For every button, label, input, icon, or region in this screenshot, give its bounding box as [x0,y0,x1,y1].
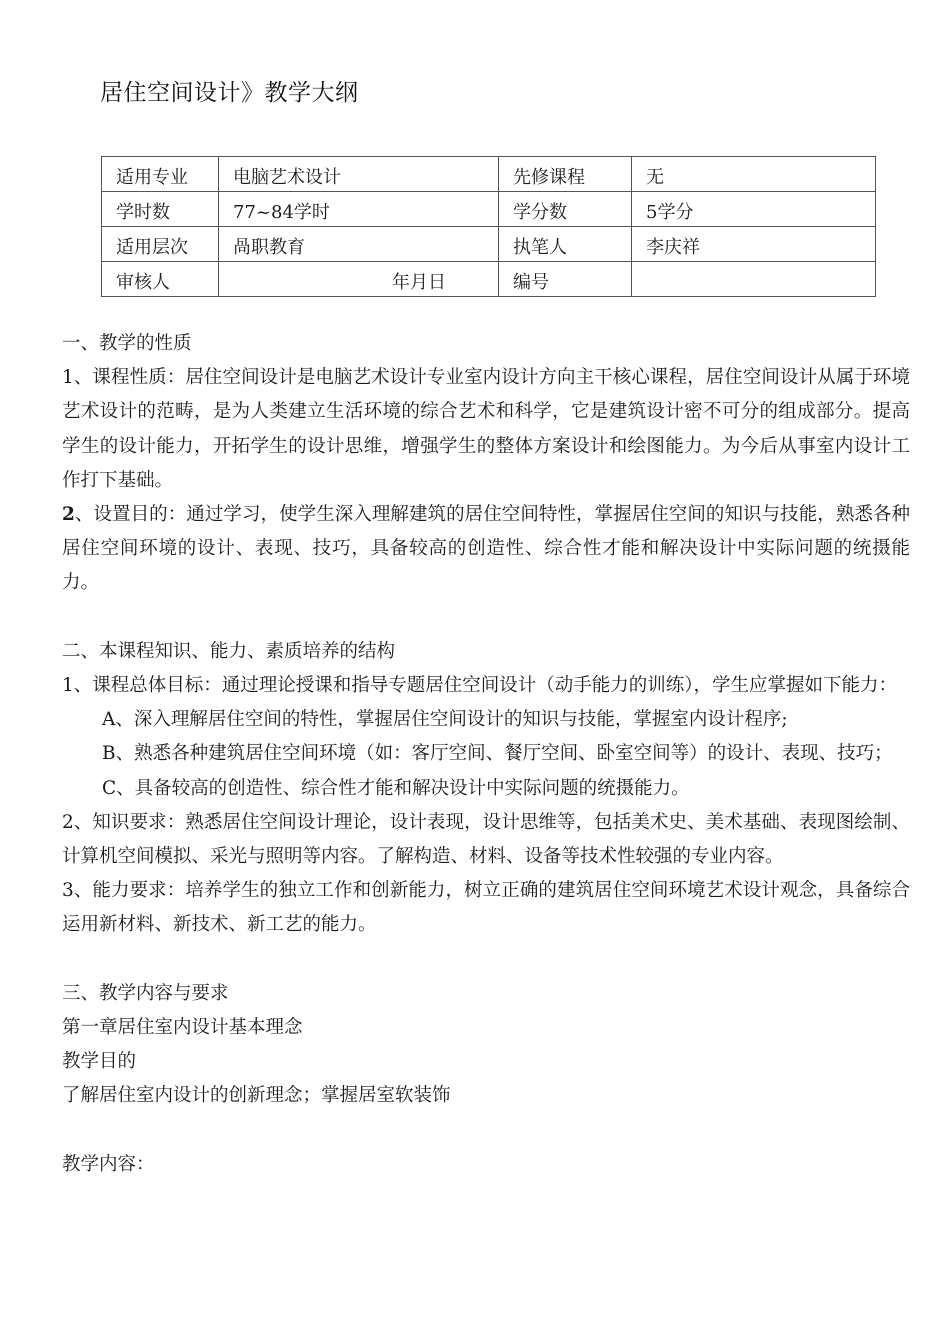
paragraph: 1、课程性质：居住空间设计是电脑艺术设计专业室内设计方向主干核心课程，居住空间设计从属于环境艺术设计的范畴，是为人类建立生活环境的综合艺术和科学，它是建筑设计密不可分的组成部分。提高学生的设计能力，开拓学生的设计思维，增强学生的整体方案设计和绘图能力。为今后从事室内设计工作打下基础。 [62,367,910,491]
paragraph: 2、知识要求：熟悉居住空间设计理论，设计表现，设计思维等，包括美术史、美术基础、表现图绘制、计算机空间模拟、采光与照明等内容。了解构造、材料、设备等技术性较强的专业内容。 [62,811,910,868]
table-cell: 77~84学时 [219,192,499,227]
course-info-table [101,156,876,297]
table-cell: 适用专业 [102,157,219,192]
table-cell [632,262,876,297]
table-cell: 学时数 [102,192,219,227]
paragraph [62,498,910,601]
list-item: A、深入理解居住空间的特性，掌握居住空间设计的知识与技能，掌握室内设计程序; [102,709,788,731]
document-body [62,327,910,1182]
review-date-cell: 年月日 [219,262,499,297]
table-cell: 执笔人 [499,227,632,262]
subheading: 教学目的 [62,1051,137,1073]
list-item [62,737,910,771]
section-heading: 三、教学内容与要求 [62,982,229,1004]
paragraph-number: 2 [62,504,75,526]
table-cell: 适用层次 [102,227,219,262]
table-cell: 编号 [499,262,632,297]
paragraph: 了解居住室内设计的创新理念；掌握居室软装饰 [62,1085,451,1107]
table-row [102,192,876,227]
section-heading: 二、本课程知识、能力、素质培养的结构 [62,640,396,662]
subheading: 教学内容： [62,1153,155,1175]
spacer [62,1114,910,1148]
paragraph: 3、能力要求：培养学生的独立工作和创新能力，树立正确的建筑居住空间环境艺术设计观念，具备综合运用新材料、新技术、新工艺的能力。 [62,880,910,936]
table-cell: 咼职教育 [219,227,499,262]
spacer [62,601,910,635]
document-title: 居住空间设计》教学大纲 [100,80,359,106]
table-cell: 无 [632,157,876,192]
table-cell: 李庆祥 [632,227,876,262]
chapter-title: 第一章居住室内设计基本理念 [62,1017,303,1039]
paragraph: 1、课程总体目标：通过理论授课和指导专题居住空间设计（动手能力的训练），学生应掌握如下能力： [62,675,898,697]
table-row [102,227,876,262]
table-cell: 学分数 [499,192,632,227]
table-row [102,262,876,297]
spacer [62,943,910,977]
table-cell: 电脑艺术设计 [219,157,499,192]
list-item: C、具备较高的创造性、综合性才能和解决设计中实际问题的统摄能力。 [102,777,690,799]
table-row [102,157,876,192]
paragraph-text: 、设置目的：通过学习，使学生深入理解建筑的居住空间特性，掌握居住空间的知识与技能，熟悉各种居住空间环境的设计、表现、技巧，具备较高的创造性、综合性才能和解决设计中实际问题的统摄能力。 [62,504,910,594]
table-cell: 5学分 [632,192,876,227]
table-cell: 先修课程 [499,157,632,192]
table-cell: 审核人 [102,262,219,297]
list-item-text: B、熟悉各种建筑居住空间环境（如：客厅空间、餐厅空间、卧室空间等）的设计、表现、技巧； [102,743,893,765]
section-heading: 一、教学的性质 [62,333,192,354]
